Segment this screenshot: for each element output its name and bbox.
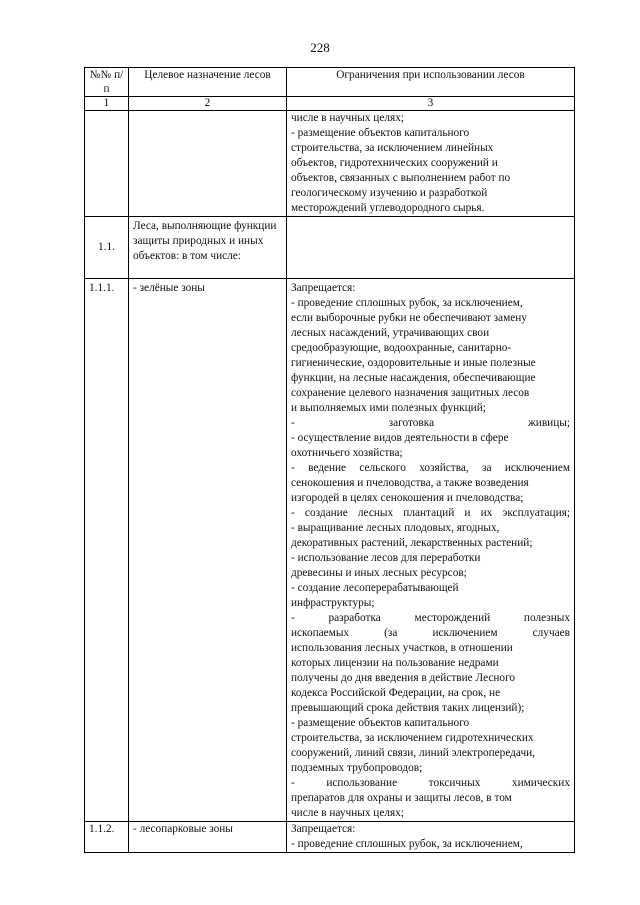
column-number: 3 [287,97,575,111]
restriction-line: древесины и иных лесных ресурсов; [291,567,467,579]
restriction-line: лесных насаждений, утрачивающих свои [291,327,490,339]
column-number: 2 [129,97,287,111]
restriction-line: Запрещается: [291,282,356,294]
restriction-line: - проведение сплошных рубок, за исключением, [291,838,523,850]
row-purpose: - зелёные зоны [129,279,287,822]
table-row [85,279,575,822]
restriction-line: гигиенические, оздоровительные и иные полезные [291,357,536,369]
restriction-line: - размещение объектов капитального [291,127,470,139]
header-restrictions: Ограничения при использовании лесов [287,68,575,97]
restriction-line: получены до дня введения в действие Лесного [291,672,516,684]
restriction-line: - размещение объектов капитального [291,717,470,729]
row-number [85,111,129,217]
row-purpose [129,111,287,217]
row-number: 1.1.1. [85,279,129,822]
row-purpose: Леса, выполняющие функции защиты природных и иных объектов: в том числе: [129,217,287,279]
table-row [85,111,575,217]
table-header-row [85,68,575,97]
restriction-line: декоративных растений, лекарственных растений; [291,537,533,549]
row-restrictions [287,217,575,279]
row-number: 1.1. [85,217,129,279]
restriction-line: строительства, за исключением гидротехнических [291,732,534,744]
restriction-line: - создание лесоперерабатывающей [291,582,459,594]
restriction-line: ископаемых (за исключением случаев [291,627,570,639]
restriction-line: сохранение целевого назначения защитных лесов [291,387,530,399]
restriction-line: если выборочные рубки не обеспечивают замену [291,312,527,324]
restriction-line: объектов, гидротехнических сооружений и [291,157,498,169]
restriction-line: - разработка месторождений полезных [291,612,570,624]
restriction-line: использования лесных участков, в отношении [291,642,513,654]
restriction-line: - проведение сплошных рубок, за исключением, [291,297,523,309]
restriction-line: инфраструктуры; [291,597,375,609]
restriction-line: - выращивание лесных плодовых, ягодных, [291,522,500,534]
row-purpose: - лесопарковые зоны [129,822,287,853]
restriction-line: средообразующие, водоохранные, санитарно- [291,342,512,354]
header-purpose: Целевое назначение лесов [129,68,287,97]
restriction-line: сенокошения и пчеловодства, а также возведения [291,477,529,489]
restriction-line: числе в научных целях; [291,807,404,819]
row-restrictions [287,279,575,822]
restriction-line: - использование лесов для переработки [291,552,481,564]
header-number: №№ п/п [85,68,129,97]
restriction-line: - использование токсичных химических [291,777,570,789]
restriction-line: сооружений, линий связи, линий электропередачи, [291,747,536,759]
restriction-line: - создание лесных плантаций и их эксплуатация; [291,507,570,519]
restriction-line: - ведение сельского хозяйства, за исключением [291,462,570,474]
restriction-line: - заготовка живицы; [291,417,570,429]
restriction-line: строительства, за исключением линейных [291,142,494,154]
restriction-line: подземных трубопроводов; [291,762,423,774]
restriction-line: и выполняемых ими полезных функций; [291,402,486,414]
restriction-line: изгородей в целях сенокошения и пчеловодства; [291,492,524,504]
restriction-line: превышающий срока действия таких лицензий); [291,702,525,714]
row-restrictions [287,822,575,853]
column-number: 1 [85,97,129,111]
restriction-line: - осуществление видов деятельности в сфере [291,432,509,444]
restrictions-table [84,67,575,853]
restriction-line: охотничьего хозяйства; [291,447,403,459]
restriction-line: функции, на лесные насаждения, обеспечивающие [291,372,536,384]
restriction-line: кодекса Российской Федерации, на срок, не [291,687,501,699]
restriction-line: месторождений углеводородного сырья. [291,202,485,214]
restriction-line: Запрещается: [291,823,356,835]
restriction-line: геологическому изучению и разработкой [291,187,488,199]
row-number: 1.1.2. [85,822,129,853]
page-number: 228 [310,40,330,55]
restriction-line: которых лицензии на пользование недрами [291,657,499,669]
table-row [85,822,575,853]
row-restrictions [287,111,575,217]
restriction-line: объектов, связанных с выполнением работ по [291,172,511,184]
table-row [85,217,575,279]
restriction-line: числе в научных целях; [291,112,404,124]
restriction-line: препаратов для охраны и защиты лесов, в том [291,792,512,804]
column-numbers-row [85,97,575,111]
